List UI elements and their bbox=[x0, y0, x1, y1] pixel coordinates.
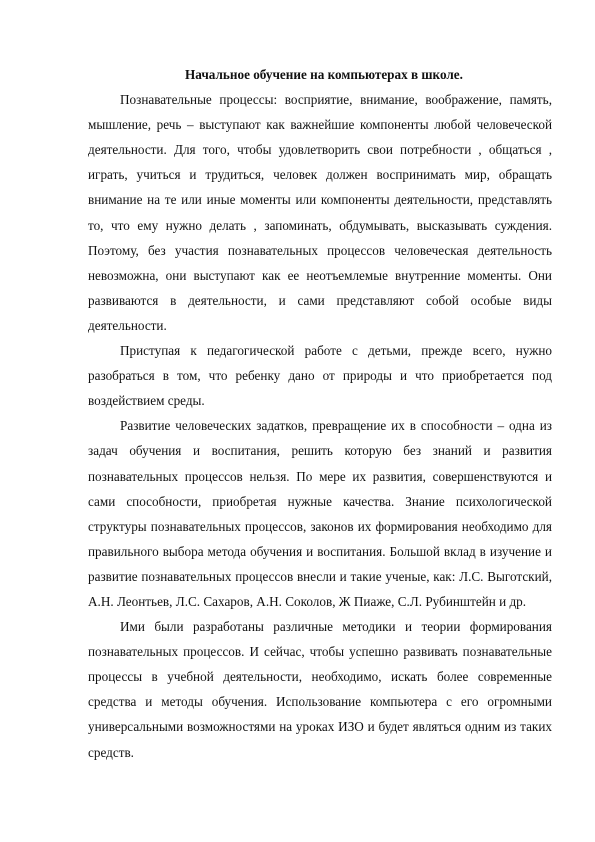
paragraph-1: Познавательные процессы: восприятие, внимание, воображение, память, мышление, речь – выступают как важнейшие компоненты любой человеческой деятельности. Для того, чтобы удовлетворить свои потребности , общаться , играть, учиться и трудиться, человек должен воспринимать мир, обращать внимание на те или иные моменты или компоненты деятельности, представлять то, что ему нужно делать , запоминать, обдумывать, высказывать суждения. Поэтому, без участия познавательных процессов человеческая деятельность невозможна, они выступают как ее неотъемлемые внутренние моменты. Они развиваются в деятельности, и сами представляют собой особые виды деятельности. bbox=[88, 92, 552, 333]
document-title: Начальное обучение на компьютерах в школе. bbox=[185, 67, 463, 82]
paragraph-2: Приступая к педагогической работе с детьми, прежде всего, нужно разобраться в том, что ребенку дано от природы и что приобретается под воздействием среды. bbox=[88, 343, 552, 409]
paragraph-3: Развитие человеческих задатков, превращение их в способности – одна из задач обучения и воспитания, решить которую без знаний и развития познавательных процессов нельзя. По мере их развития, совершенствуются и сами способности, приобретая нужные качества. Знание психологической структуры познавательных процессов, законов их формирования необходимо для правильного выбора метода обучения и воспитания. Большой вклад в изучение и развитие познавательных процессов внесли и такие ученые, как: Л.С. Выготский, А.Н. Леонтьев, Л.С. Сахаров, А.Н. Соколов, Ж Пиаже, С.Л. Рубинштейн и др. bbox=[88, 418, 552, 609]
paragraph-4: Ими были разработаны различные методики и теории формирования познавательных процессов. И сейчас, чтобы успешно развивать познавательные процессы в учебной деятельности, необходимо, искать более современные средства и методы обучения. Использование компьютера с его огромными универсальными возможностями на уроках ИЗО и будет являться одним из таких средств. bbox=[88, 619, 552, 760]
document-page bbox=[88, 62, 552, 765]
